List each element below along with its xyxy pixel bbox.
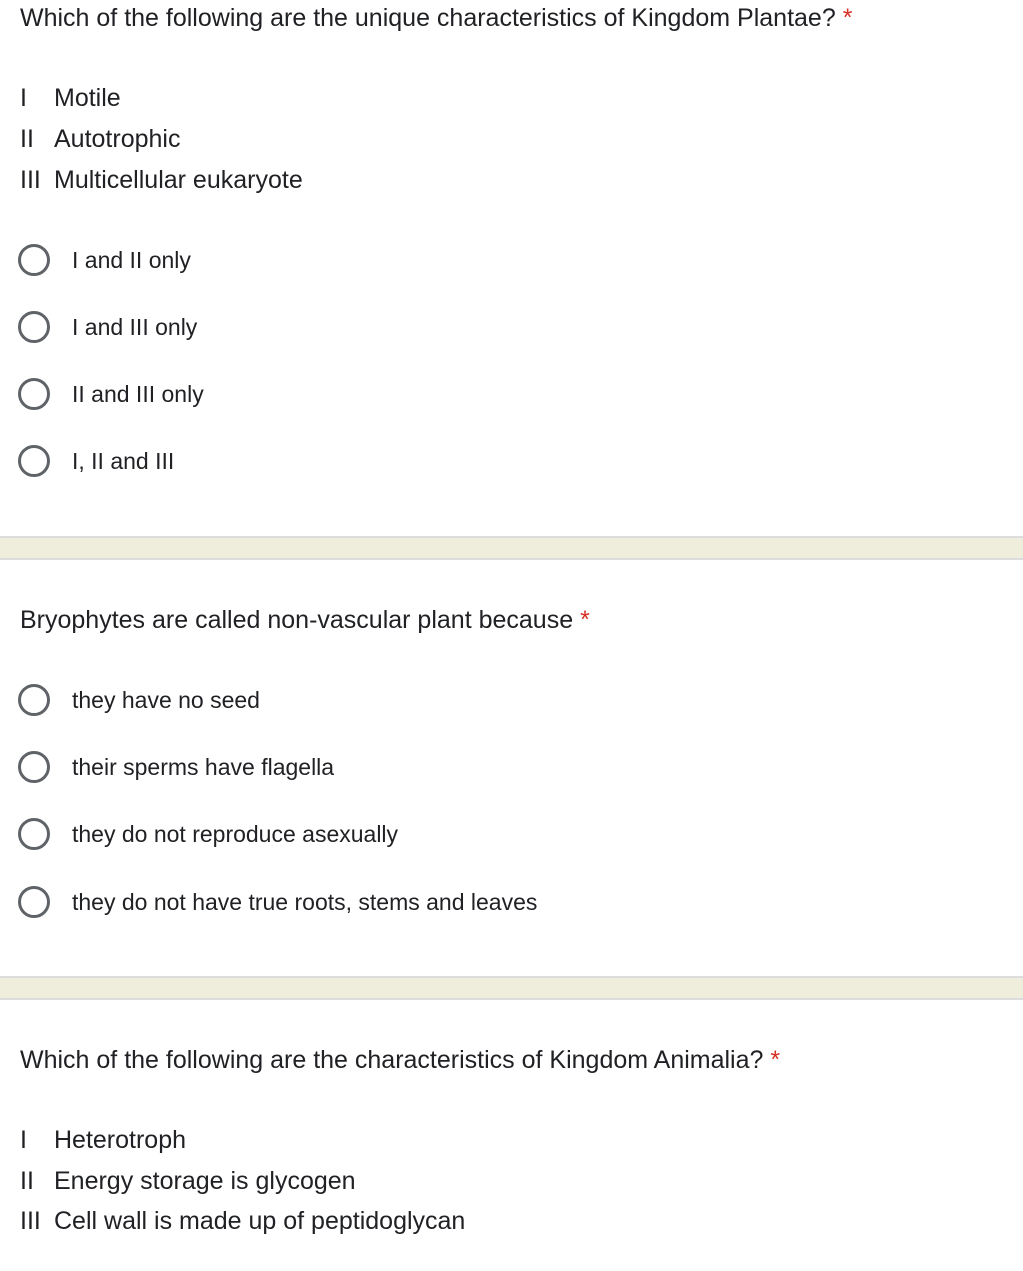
question-3-title — [20, 1045, 780, 1075]
statement-number: I — [20, 1126, 27, 1154]
radio-option[interactable] — [18, 882, 537, 922]
statement-number: I — [20, 84, 27, 112]
option-label: they do not have true roots, stems and leaves — [72, 888, 538, 915]
option-label: I, II and III — [72, 447, 175, 474]
statement — [20, 83, 121, 113]
section-divider — [0, 536, 1023, 560]
statement-text: Heterotroph — [54, 1126, 187, 1154]
option-label: I and III only — [72, 313, 198, 340]
statement — [20, 1206, 465, 1236]
radio-button[interactable] — [18, 684, 50, 716]
statement — [20, 1125, 186, 1155]
section-divider — [0, 976, 1023, 1000]
statement — [20, 1166, 356, 1196]
statement — [20, 165, 303, 195]
statement-number: II — [20, 125, 34, 153]
radio-button[interactable] — [18, 378, 50, 410]
radio-button[interactable] — [18, 244, 50, 276]
question-text: Bryophytes are called non-vascular plant because — [20, 606, 574, 634]
statement-number: III — [20, 1207, 41, 1235]
radio-option[interactable] — [18, 240, 191, 280]
option-label: II and III only — [72, 380, 204, 407]
statement-text: Cell wall is made up of peptidoglycan — [54, 1207, 466, 1235]
option-label: their sperms have flagella — [72, 753, 335, 780]
question-text: Which of the following are the characteristics of Kingdom Animalia? — [20, 1046, 764, 1074]
radio-button[interactable] — [18, 886, 50, 918]
radio-option[interactable] — [18, 814, 398, 854]
statement-text: Motile — [54, 84, 121, 112]
statement-text: Autotrophic — [54, 125, 181, 153]
question-1-title — [20, 3, 852, 33]
question-text: Which of the following are the unique characteristics of Kingdom Plantae? — [20, 4, 836, 32]
required-asterisk: * — [580, 606, 590, 634]
statement — [20, 124, 180, 154]
radio-button[interactable] — [18, 311, 50, 343]
radio-button[interactable] — [18, 818, 50, 850]
radio-option[interactable] — [18, 374, 204, 414]
option-label: they do not reproduce asexually — [72, 820, 399, 847]
radio-option[interactable] — [18, 307, 197, 347]
statement-number: II — [20, 1167, 34, 1195]
statement-text: Energy storage is glycogen — [54, 1167, 356, 1195]
statement-text: Multicellular eukaryote — [54, 166, 303, 194]
option-label: I and II only — [72, 246, 191, 273]
radio-option[interactable] — [18, 680, 260, 720]
option-label: they have no seed — [72, 686, 260, 713]
radio-option[interactable] — [18, 747, 334, 787]
question-2-title — [20, 605, 590, 635]
statement-number: III — [20, 166, 41, 194]
radio-button[interactable] — [18, 445, 50, 477]
required-asterisk: * — [842, 4, 853, 32]
required-asterisk: * — [770, 1046, 781, 1074]
radio-option[interactable] — [18, 441, 174, 481]
radio-button[interactable] — [18, 751, 50, 783]
